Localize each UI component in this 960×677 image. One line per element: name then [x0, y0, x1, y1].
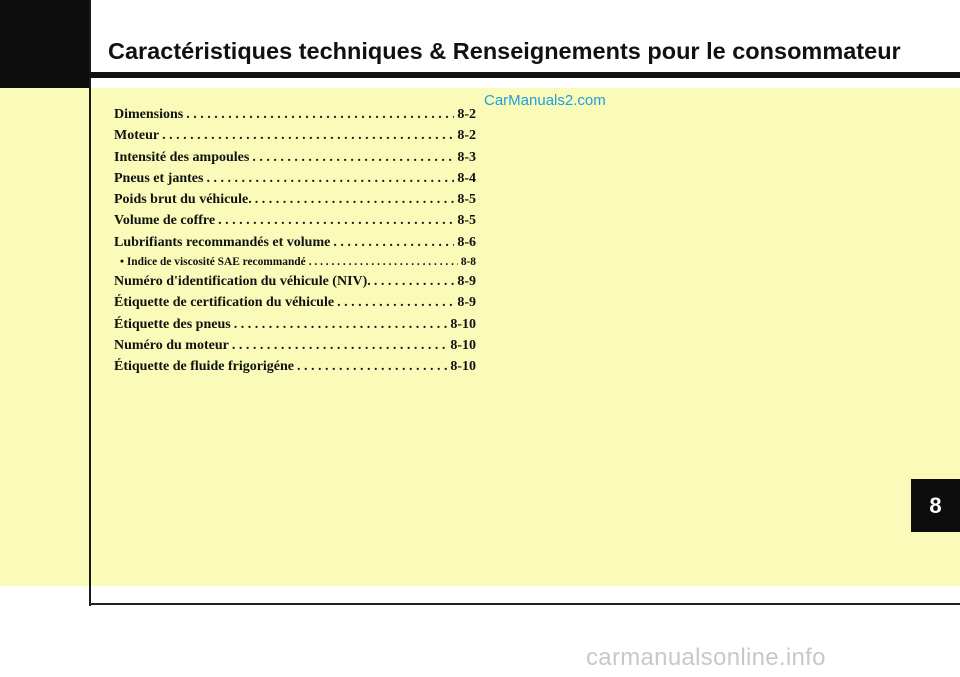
toc-label: Numéro d'identification du véhicule (NIV).: [114, 274, 371, 290]
toc-leader: [186, 107, 454, 123]
toc-label: Moteur: [114, 128, 160, 144]
page-title: Caractéristiques techniques & Renseignements pour le consommateur: [108, 38, 901, 64]
toc-entry-numero-moteur[interactable]: [114, 338, 476, 359]
toc-leader: [162, 128, 454, 144]
chapter-tab[interactable]: 8: [911, 479, 960, 532]
toc-page: 8-9: [457, 295, 476, 311]
toc-label: Intensité des ampoules: [114, 149, 250, 165]
toc-label: Dimensions: [114, 107, 184, 122]
toc-leader: [252, 150, 454, 166]
toc-leader: [374, 274, 455, 290]
left-vertical-rule: [89, 0, 91, 606]
toc-leader: [218, 213, 454, 229]
toc-page: 8-5: [457, 213, 476, 229]
toc-leader: [206, 171, 454, 187]
toc-entry-frigorigene[interactable]: [114, 359, 476, 380]
toc-page: 8-9: [457, 274, 476, 290]
toc-page: 8-6: [457, 234, 476, 250]
toc-leader: [234, 317, 448, 333]
toc-leader: [333, 235, 454, 251]
header-black-block: [0, 0, 89, 88]
toc-leader: [297, 359, 447, 375]
toc-page: 8-4: [457, 170, 476, 186]
toc-page: 8-8: [460, 256, 476, 269]
toc-page: 8-3: [457, 149, 476, 165]
toc-label: Étiquette des pneus: [114, 316, 231, 332]
toc-entry-viscosite[interactable]: [114, 256, 476, 274]
toc-entry-ampoules[interactable]: [114, 150, 476, 171]
toc-page: 8-2: [457, 107, 476, 122]
toc-entry-certification[interactable]: [114, 295, 476, 316]
toc-page: 8-10: [450, 316, 476, 332]
toc-entry-lubrifiants[interactable]: [114, 235, 476, 256]
toc-label: Lubrifiants recommandés et volume: [114, 234, 331, 250]
toc-entry-dimensions[interactable]: [114, 107, 476, 128]
toc-leader: [232, 338, 447, 354]
toc-label: • Indice de viscosité SAE recommandé: [120, 256, 306, 269]
table-of-contents: [114, 107, 476, 381]
toc-page: 8-2: [457, 128, 476, 144]
footer-rule: [89, 603, 960, 605]
toc-entry-niv[interactable]: [114, 274, 476, 295]
toc-label: Pneus et jantes: [114, 170, 204, 186]
watermark-top[interactable]: CarManuals2.com: [484, 92, 606, 109]
toc-entry-etiquette-pneus[interactable]: [114, 317, 476, 338]
toc-leader: [309, 256, 458, 268]
watermark-bottom[interactable]: carmanualsonline.info: [586, 644, 826, 671]
toc-leader: [337, 295, 454, 311]
toc-entry-pneus-jantes[interactable]: [114, 171, 476, 192]
toc-label: Poids brut du véhicule.: [114, 192, 252, 208]
toc-label: Volume de coffre: [114, 213, 216, 229]
toc-label: Étiquette de certification du véhicule: [114, 295, 335, 311]
toc-entry-moteur[interactable]: [114, 128, 476, 149]
toc-label: Numéro du moteur: [114, 337, 229, 353]
toc-entry-coffre[interactable]: [114, 213, 476, 234]
toc-label: Étiquette de fluide frigorigéne: [114, 359, 295, 375]
header-rule: [89, 72, 960, 78]
toc-page: 8-10: [450, 337, 476, 353]
toc-page: 8-10: [450, 359, 476, 375]
toc-leader: [255, 192, 455, 208]
toc-entry-poids[interactable]: [114, 192, 476, 213]
toc-page: 8-5: [457, 192, 476, 208]
